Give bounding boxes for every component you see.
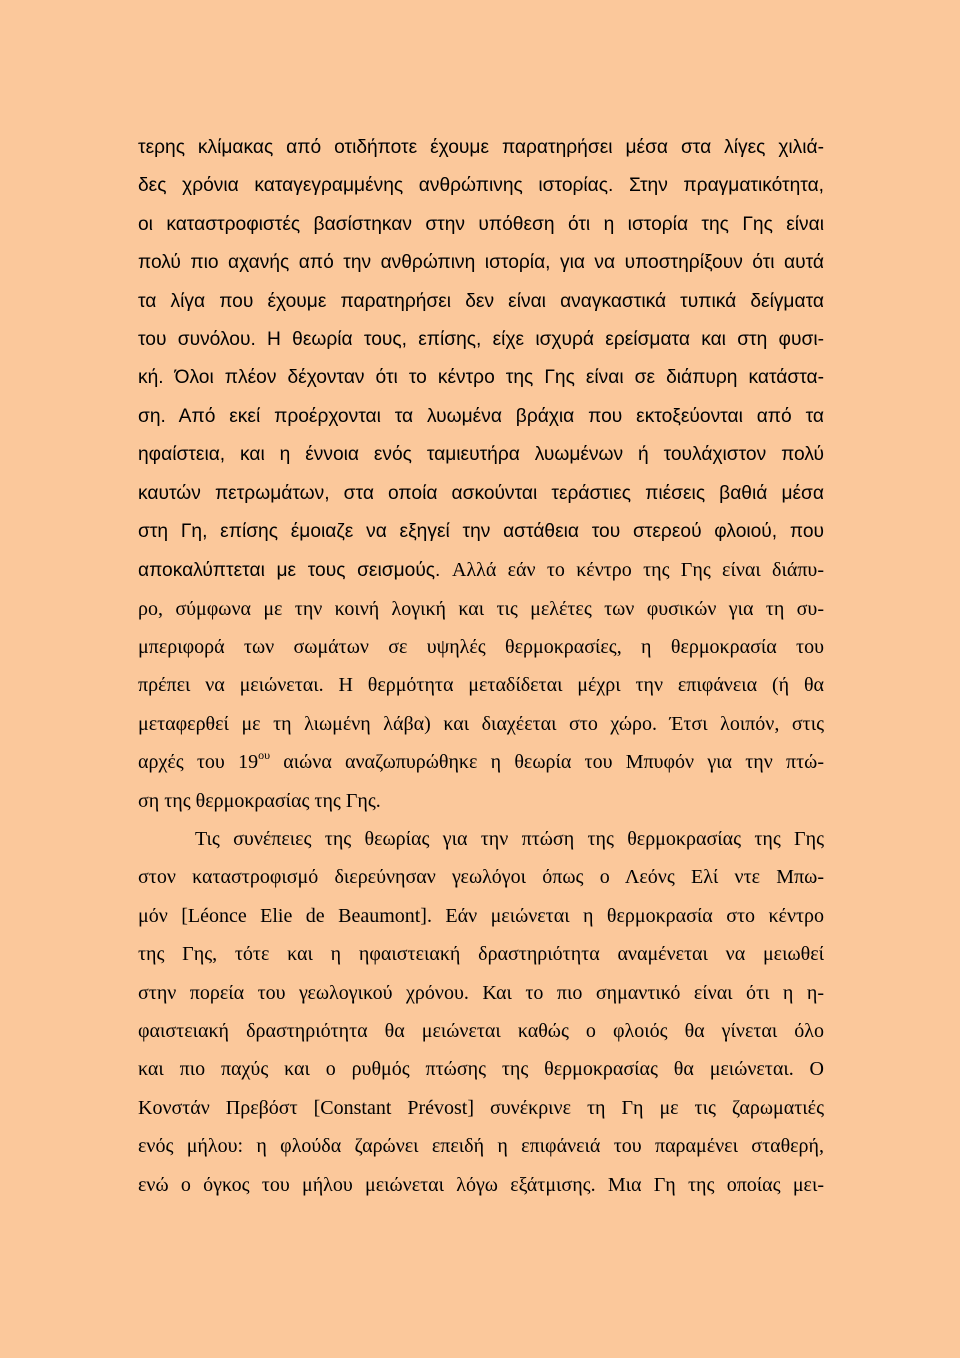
text-line: τα λίγα που έχουμε παρατηρήσει δεν είναι αναγκαστικά τυπικά δείγματα (138, 290, 824, 312)
text-fragment: αποκαλύπτεται με τους σεισμούς. (138, 560, 441, 582)
text-line: ηφαίστεια, και η έννοια ενός ταμιευτήρα λυωμένων ή τουλάχιστον πολύ (138, 444, 824, 466)
text-line: κή. Όλοι πλέον δέχονταν ότι το κέντρο της Γης είναι σε διάπυρη κατάστα- (138, 367, 824, 389)
document-page (138, 129, 824, 1204)
text-line: ενώ ο όγκος του μήλου μειώνεται λόγω εξάτμισης. Μια Γη της οποίας μει- (138, 1173, 824, 1196)
text-line: οι καταστροφιστές βασίστηκαν στην υπόθεση ότι η ιστορία της Γης είναι (138, 213, 824, 235)
text-line: μεταφερθεί με τη λιωμένη λάβα) και διαχέεται στο χώρο. Έτσι λοιπόν, στις (138, 712, 824, 735)
text-line: της Γης, τότε και η ηφαιστειακή δραστηριότητα αναμένεται να μειωθεί (138, 943, 824, 966)
text-line: φαιστειακή δραστηριότητα θα μειώνεται καθώς ο φλοιός θα γίνεται όλο (138, 1019, 824, 1042)
text-line: καυτών πετρωμάτων, στα οποία ασκούνται τεράστιες πιέσεις βαθιά μέσα (138, 482, 824, 504)
text-line: ρο, σύμφωνα με την κοινή λογική και τις μελέτες των φυσικών για τη συ- (138, 597, 824, 620)
text-line: ση. Από εκεί προέρχονται τα λυωμένα βράχια που εκτοξεύονται από τα (138, 405, 824, 427)
text-fragment: αρχές του 19 (138, 751, 259, 774)
text-line: ση της θερμοκρασίας της Γης. (138, 789, 381, 812)
text-fragment: αιώνα αναζωπυρώθηκε η θεωρία του Μπυφόν για την πτώ- (270, 751, 824, 774)
text-line: δες χρόνια καταγεγραμμένης ανθρώπινης ιστορίας. Στην πραγματικότητα, (138, 175, 824, 197)
text-line: πολύ πιο αχανής από την ανθρώπινη ιστορία, για να υποστηρίξουν ότι αυτά (138, 252, 824, 274)
text-line: στην πορεία του γεωλογικού χρόνου. Και το πιο σημαντικό είναι ότι η η- (138, 981, 824, 1004)
text-fragment: Αλλά εάν το κέντρο της Γης είναι διάπυ- (452, 559, 824, 582)
text-line: του συνόλου. Η θεωρία τους, επίσης, είχε ισχυρά ερείσματα και στη φυσι- (138, 328, 824, 350)
text-line: Κονστάν Πρεβόστ [Constant Prévost] συνέκρινε τη Γη με τις ζαρωματιές (138, 1096, 824, 1119)
text-line-mixed (138, 551, 824, 589)
text-line: μπεριφορά των σωμάτων σε υψηλές θερμοκρασίες, η θερμοκρασία του (138, 636, 824, 659)
text-line: στη Γη, επίσης έμοιαζε να εξηγεί την αστάθεια του στερεού φλοιού, που (138, 520, 824, 542)
text-line: τερης κλίμακας από οτιδήποτε έχουμε παρατηρήσει μέσα στα λίγες χιλιά- (138, 137, 824, 158)
text-line: Τις συνέπειες της θεωρίας για την πτώση της θερμοκρασίας της Γης (195, 828, 824, 851)
text-line-century (138, 743, 824, 781)
superscript: ου (258, 748, 271, 763)
paragraph-1 (138, 129, 824, 820)
text-line: πρέπει να μειώνεται. Η θερμότητα μεταδίδεται μέχρι την επιφάνεια (ή θα (138, 674, 824, 697)
paragraph-2 (138, 820, 824, 1204)
text-line: μόν [Léonce Elie de Beaumont]. Εάν μειώνεται η θερμοκρασία στο κέντρο (138, 904, 824, 927)
text-line: στον καταστροφισμό διερεύνησαν γεωλόγοι όπως ο Λεόνς Ελί ντε Μπω- (138, 866, 824, 889)
text-line: ενός μήλου: η φλούδα ζαρώνει επειδή η επιφάνειά του παραμένει σταθερή, (138, 1135, 824, 1158)
text-line: και πιο παχύς και ο ρυθμός πτώσης της θερμοκρασίας θα μειώνεται. Ο (138, 1058, 824, 1081)
